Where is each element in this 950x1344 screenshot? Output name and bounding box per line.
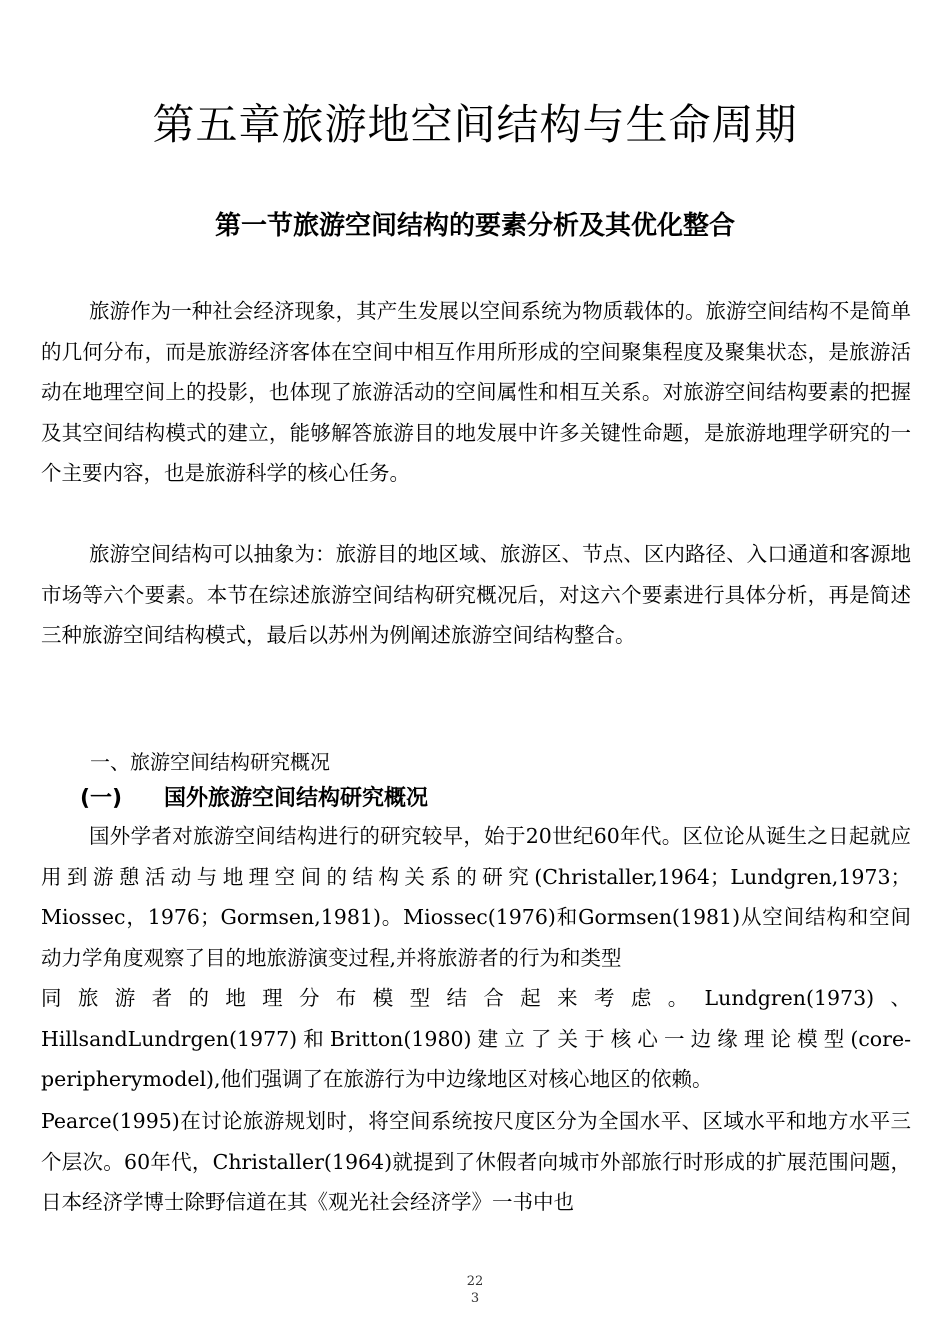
paragraph-foreign-research-part-b: 同旅游者的地理分布模型结合起来考虑。Lundgren(1973)、 [41,986,911,1010]
page-number [455,1273,495,1307]
paragraph-foreign-research-part-a: 国外学者对旅游空间结构进行的研究较早，始于20世纪60年代。区位论从诞生之日起就应用到游憩活动与地理空间的结构关系的研究(Christaller,1964；Lundgren,1973；Miossec，1976；Gormsen,1981)。Miossec(1976)和Gormsen(1981)从空间结构和空间动力学角度观察了目的地旅游演变过程,并将旅游者的行为和类型 [41,824,911,970]
section-title: 第一节旅游空间结构的要素分析及其优化整合 [214,211,735,241]
paragraph-pearce: Pearce(1995)在讨论旅游规划时，将空间系统按尺度区分为全国水平、区域水平和地方水平三个层次。60年代，Christaller(1964)就提到了休假者向城市外部旅行时形成的扩展范围问题，日本经济学博士除野信道在其《观光社会经济学》一书中也 [41,1109,911,1214]
page-number-line-1: 22 [466,1274,484,1289]
heading-level-1: 一、旅游空间结构研究概况 [90,750,330,774]
paragraph-foreign-research-part-c: HillsandLundrgen(1977)和Britton(1980)建立了关于核心一边缘理论模型(core-peripherymodel),他们强调了在旅游行为中边缘地区对核心地区的依赖。 [41,1026,911,1091]
page-number-line-2: 3 [470,1291,480,1306]
paragraph-elements: 旅游空间结构可以抽象为：旅游目的地区域、旅游区、节点、区内路径、入口通道和客源地市场等六个要素。本节在综述旅游空间结构研究概况后，对这六个要素进行具体分析，再是简述三种旅游空间结构模式，最后以苏州为例阐述旅游空间结构整合。 [41,542,911,647]
heading-level-2-text: 国外旅游空间结构研究概况 [164,786,429,811]
heading-level-2 [80,781,428,812]
paragraph-intro: 旅游作为一种社会经济现象，其产生发展以空间系统为物质载体的。旅游空间结构不是简单的几何分布，而是旅游经济客体在空间中相互作用所形成的空间聚集程度及聚集状态，是旅游活动在地理空间上的投影，也体现了旅游活动的空间属性和相互关系。对旅游空间结构要素的把握及其空间结构模式的建立，能够解答旅游目的地发展中许多关键性命题，是旅游地理学研究的一个主要内容，也是旅游科学的核心任务。 [41,299,911,485]
heading-level-2-number: (一) [80,786,123,811]
paragraph-foreign-research [41,816,911,1100]
chapter-title: 第五章旅游地空间结构与生命周期 [152,100,798,149]
